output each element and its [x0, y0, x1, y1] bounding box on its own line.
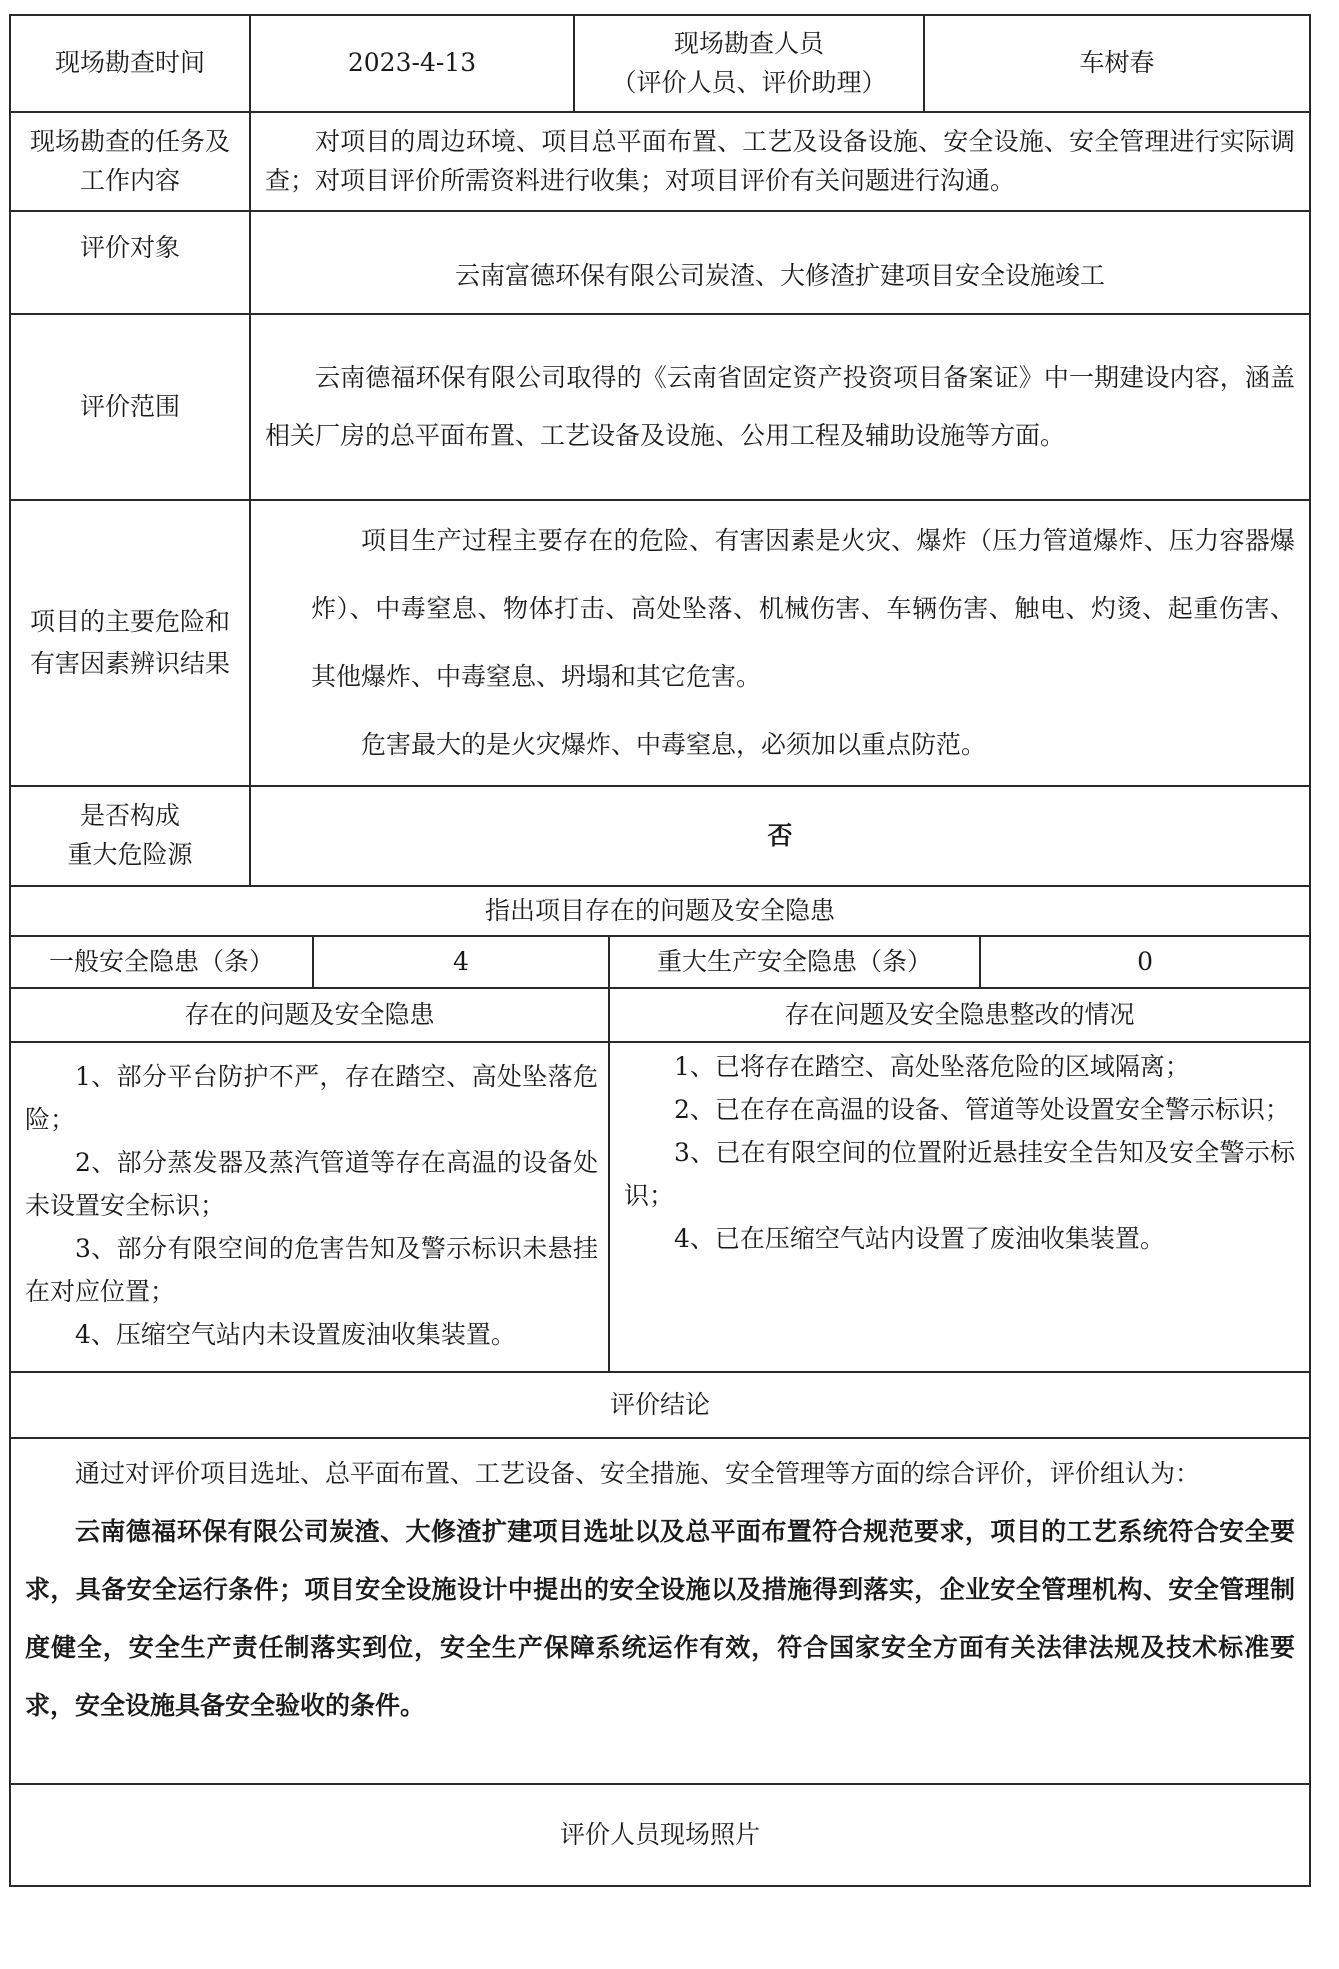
- survey-personnel-label: [574, 15, 924, 112]
- hazards-paragraph-1: 项目生产过程主要存在的危险、有害因素是火灾、爆炸（压力管道爆炸、压力容器爆炸）、中毒窒息、物体打击、高处坠落、机械伤害、车辆伤害、触电、灼烫、起重伤害、其他爆炸、中毒窒息、坍塌和其它危害。: [311, 526, 1296, 691]
- task-label: 现场勘查的任务及工作内容: [10, 112, 250, 211]
- major-hazard-value: 否: [250, 786, 1310, 886]
- target-label: 评价对象: [10, 211, 250, 314]
- problem-item: 1、部分平台防护不严，存在踏空、高处坠落危险；: [25, 1062, 598, 1134]
- rectification-item: 4、已在压缩空气站内设置了废油收集装置。: [674, 1224, 1165, 1253]
- problem-item: 4、压缩空气站内未设置废油收集装置。: [75, 1320, 516, 1349]
- conclusion-intro: 通过对评价项目选址、总平面布置、工艺设备、安全措施、安全管理等方面的综合评价，评价组认为：: [75, 1459, 1201, 1488]
- survey-time-value: 2023-4-13: [250, 15, 574, 112]
- major-hazard-count-label: 重大生产安全隐患（条）: [609, 936, 980, 988]
- problems-header: 存在的问题及安全隐患: [10, 988, 609, 1042]
- target-row: [10, 211, 1310, 314]
- hazards-content: [250, 500, 1310, 786]
- conclusion-title: 评价结论: [10, 1372, 1310, 1438]
- issues-header-row: [10, 988, 1310, 1042]
- scope-content: 云南德福环保有限公司取得的《云南省固定资产投资项目备案证》中一期建设内容，涵盖相关厂房的总平面布置、工艺设备及设施、公用工程及辅助设施等方面。: [250, 314, 1310, 500]
- problems-list: [10, 1042, 609, 1372]
- conclusion-title-row: [10, 1372, 1310, 1438]
- conclusion-content: [10, 1438, 1310, 1784]
- target-content: 云南富德环保有限公司炭渣、大修渣扩建项目安全设施竣工: [250, 211, 1310, 314]
- major-hazard-row: [10, 786, 1310, 886]
- hazards-label: 项目的主要危险和有害因素辨识结果: [10, 500, 250, 786]
- issues-count-row: [10, 936, 1310, 988]
- problem-item: 3、部分有限空间的危害告知及警示标识未悬挂在对应位置；: [25, 1234, 598, 1306]
- rectification-item: 2、已在存在高温的设备、管道等处设置安全警示标识；: [674, 1095, 1290, 1124]
- rectification-item: 3、已在有限空间的位置附近悬挂安全告知及安全警示标识；: [624, 1138, 1296, 1210]
- hazards-row: [10, 500, 1310, 786]
- personnel-label-line2: （评价人员、评价助理）: [611, 67, 887, 97]
- evaluation-form: [9, 14, 1309, 1887]
- major-hazard-label-line1: 是否构成: [79, 801, 180, 831]
- survey-row: [10, 15, 1310, 112]
- photos-title: 评价人员现场照片: [10, 1784, 1310, 1886]
- conclusion-content-row: [10, 1438, 1310, 1784]
- rectification-header: 存在问题及安全隐患整改的情况: [609, 988, 1310, 1042]
- major-hazard-count: 0: [980, 936, 1310, 988]
- general-hazard-count: 4: [313, 936, 609, 988]
- personnel-label-line1: 现场勘查人员: [674, 28, 825, 58]
- conclusion-main: 云南德福环保有限公司炭渣、大修渣扩建项目选址以及总平面布置符合规范要求，项目的工艺系统符合安全要求，具备安全运行条件；项目安全设施设计中提出的安全设施以及措施得到落实，企业安全管理机构、安全管理制度健全，安全生产责任制落实到位，安全生产保障系统运作有效，符合国家安全方面有关法律法规及技术标准要求，安全设施具备安全验收的条件。: [25, 1517, 1296, 1720]
- issues-detail-row: [10, 1042, 1310, 1372]
- survey-personnel-value: 车树春: [924, 15, 1310, 112]
- rectification-item: 1、已将存在踏空、高处坠落危险的区域隔离；: [674, 1052, 1190, 1081]
- scope-label: 评价范围: [10, 314, 250, 500]
- issues-title-row: [10, 886, 1310, 936]
- form-table: [9, 14, 1311, 1887]
- hazards-paragraph-2: 危害最大的是火灾爆炸、中毒窒息，必须加以重点防范。: [361, 730, 987, 759]
- major-hazard-label-line2: 重大危险源: [67, 840, 193, 869]
- task-row: [10, 112, 1310, 211]
- scope-row: [10, 314, 1310, 500]
- survey-time-label: 现场勘查时间: [10, 15, 250, 112]
- rectification-list: [609, 1042, 1310, 1372]
- problem-item: 2、部分蒸发器及蒸汽管道等存在高温的设备处未设置安全标识；: [25, 1148, 598, 1220]
- task-content: 对项目的周边环境、项目总平面布置、工艺及设备设施、安全设施、安全管理进行实际调查；对项目评价所需资料进行收集；对项目评价有关问题进行沟通。: [250, 112, 1310, 211]
- major-hazard-label: [10, 786, 250, 886]
- photos-row: [10, 1784, 1310, 1886]
- general-hazard-label: 一般安全隐患（条）: [10, 936, 313, 988]
- issues-section-title: 指出项目存在的问题及安全隐患: [10, 886, 1310, 936]
